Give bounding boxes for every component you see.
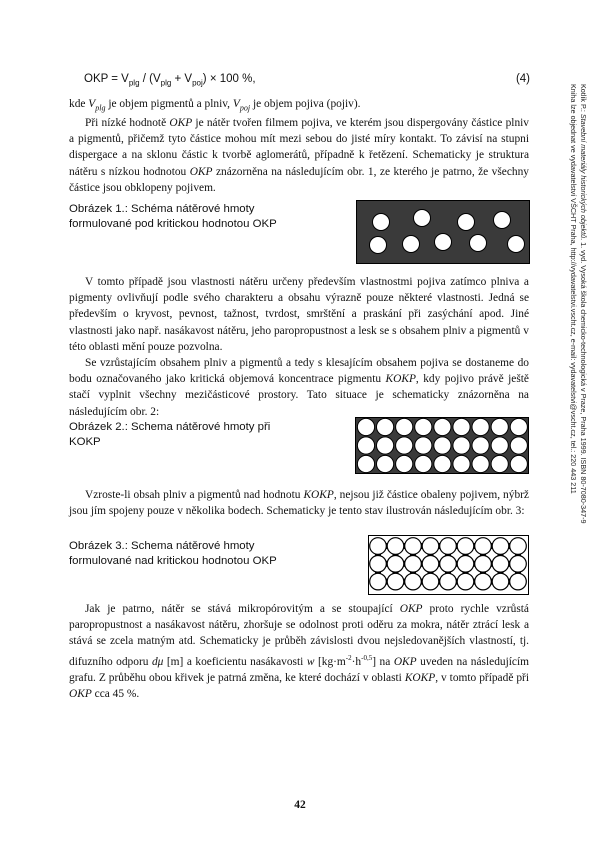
text: je objem pojiva (pojiv). bbox=[250, 98, 361, 110]
particle bbox=[475, 556, 492, 573]
figure-1-caption bbox=[69, 202, 277, 231]
text: [kg·m bbox=[314, 655, 346, 668]
particle bbox=[492, 556, 509, 573]
text: , v tomto případě při bbox=[435, 671, 529, 684]
term: OKP bbox=[189, 165, 213, 178]
symbol-sub: plg bbox=[95, 103, 106, 113]
particle bbox=[472, 418, 489, 435]
particle bbox=[457, 556, 474, 573]
text: Při nízké hodnotě bbox=[85, 117, 170, 129]
particle bbox=[357, 455, 374, 472]
particle bbox=[415, 437, 432, 454]
particle bbox=[405, 556, 422, 573]
particle bbox=[377, 437, 394, 454]
text: je objem pigmentů a plniv, bbox=[105, 98, 233, 110]
particle bbox=[415, 455, 432, 472]
particle bbox=[510, 418, 527, 435]
text: [m] a koeficientu nasákavosti bbox=[163, 655, 307, 668]
formula-sub: poj bbox=[192, 78, 203, 88]
particle bbox=[457, 538, 474, 555]
formula-sub: plg bbox=[128, 78, 140, 88]
citation-sidebar bbox=[552, 84, 592, 644]
figure-3-caption bbox=[69, 539, 277, 568]
particle bbox=[434, 437, 451, 454]
particle bbox=[396, 437, 413, 454]
particle bbox=[494, 212, 511, 229]
caption-line: Obrázek 2.: Schema nátěrové hmoty při bbox=[69, 421, 271, 433]
particle bbox=[377, 455, 394, 472]
text: V tomto případě jsou vlastnosti nátěru určeny především vlastnostmi pojiva zatímco plniva a pigmenty ovlivňují podle svého charakteru a obsahu výrazně pouze některé vlastnosti. Jedná se především o kryvost, pevnost, tažnost, tvrdost, smrštění a praskání při zasýchání apod. Jiné vlastnosti jako např. nasákavost nátěru, jeho paropropustnost a lesk se s obsahem plniv a pigmentů v této oblasti mění pouze pozvolna. bbox=[69, 276, 529, 353]
text: uveden na následujícím grafu. Z průběhu obou křivek je patrná změna, ke které dochází v oblasti bbox=[69, 655, 529, 684]
particle bbox=[387, 538, 404, 555]
particle bbox=[440, 538, 457, 555]
text: Se vzrůstajícím obsahem plniv a pigmentů a tedy s klesajícím obsahem pojiva se dostaneme do bodu označovaného jako kritická objemová koncentrace pigmentu bbox=[69, 357, 529, 386]
caption-line: Obrázek 1.: Schéma nátěrové hmoty bbox=[69, 203, 255, 215]
term: KOKP bbox=[385, 373, 416, 386]
term: OKP bbox=[393, 655, 417, 668]
particle bbox=[472, 437, 489, 454]
formula-lhs: OKP = V bbox=[84, 73, 129, 85]
particle bbox=[357, 418, 374, 435]
term: OKP bbox=[169, 117, 193, 129]
particle bbox=[453, 418, 470, 435]
paragraph-above-kokp bbox=[69, 487, 529, 519]
equation-number: (4) bbox=[515, 73, 530, 85]
formula-sub: plg bbox=[160, 78, 172, 88]
symbol: V bbox=[232, 98, 240, 110]
formula-okp bbox=[84, 73, 530, 87]
citation-title: Stavební materiály historických objektů bbox=[579, 113, 588, 239]
text: kde bbox=[69, 98, 89, 110]
figure-3-svg bbox=[368, 535, 529, 595]
definitions-paragraph bbox=[69, 96, 529, 116]
particle bbox=[491, 418, 508, 435]
text: , nejsou již částice obaleny pojivem, nýbrž jsou jím spojeny pouze v několika bodech. Schematicky je tento stav ilustrován následujícím obr. 3: bbox=[69, 489, 529, 518]
citation-publisher: . 1. vyd. Vysoká škola chemicko-technologická v Praze, Praha 1999. ISBN 80-7080-347-9 bbox=[579, 238, 588, 524]
particle bbox=[414, 210, 431, 227]
particle bbox=[491, 437, 508, 454]
exponent: -2 bbox=[345, 653, 352, 662]
particle bbox=[472, 455, 489, 472]
particle bbox=[403, 236, 420, 253]
particle bbox=[435, 234, 452, 251]
particle bbox=[510, 437, 527, 454]
symbol: V bbox=[88, 98, 96, 110]
particle bbox=[357, 437, 374, 454]
particle bbox=[475, 573, 492, 590]
paragraph-properties bbox=[69, 274, 529, 355]
particle bbox=[405, 538, 422, 555]
text: Jak je patrno, nátěr se stává mikropórovitým a se stoupající bbox=[85, 603, 400, 615]
particle bbox=[422, 573, 439, 590]
formula-part: + V bbox=[171, 73, 193, 85]
text: , kdy pojivo právě ještě stačí vyplnit všechny mezičásticové prostory. Tato situace je schematicky znázorněna na následujícím obr. 2: bbox=[69, 373, 529, 418]
particle bbox=[370, 573, 387, 590]
particle bbox=[377, 418, 394, 435]
formula-part: ) × 100 %, bbox=[202, 73, 256, 85]
text: znázorněna na následujícím obr. 1, ze kterého je patrno, že všechny částice jsou obklopeny pojivem. bbox=[69, 165, 529, 194]
binder-matrix bbox=[357, 201, 530, 264]
particle bbox=[510, 538, 527, 555]
caption-line: formulované pod kritickou hodnotou OKP bbox=[69, 217, 277, 230]
particle bbox=[405, 573, 422, 590]
figure-2-diagram bbox=[355, 417, 529, 474]
particle bbox=[457, 573, 474, 590]
particle bbox=[470, 235, 487, 252]
text: Vzroste-li obsah plniv a pigmentů nad hodnotu bbox=[85, 489, 304, 501]
particle bbox=[373, 214, 390, 231]
citation-text bbox=[568, 84, 588, 644]
caption-line: formulované nad kritickou hodnotou OKP bbox=[69, 554, 277, 567]
particle bbox=[387, 573, 404, 590]
particle bbox=[440, 556, 457, 573]
symbol: w bbox=[306, 655, 315, 668]
particle bbox=[508, 236, 525, 253]
page-number: 42 bbox=[294, 799, 306, 811]
particle bbox=[415, 418, 432, 435]
figure-2-svg bbox=[355, 417, 529, 474]
particle bbox=[475, 538, 492, 555]
term: KOKP bbox=[303, 489, 334, 501]
term: OKP bbox=[399, 603, 423, 615]
particle bbox=[492, 538, 509, 555]
figure-3-diagram bbox=[368, 535, 529, 595]
caption-line: KOKP bbox=[69, 435, 101, 448]
particle bbox=[453, 455, 470, 472]
paragraph-low-okp bbox=[69, 115, 529, 196]
particle bbox=[396, 418, 413, 435]
symbol: dμ bbox=[151, 655, 164, 668]
figure-1-svg bbox=[356, 200, 530, 264]
figure-1-diagram bbox=[356, 200, 530, 264]
citation-line-2: Kniha lze objednat ve vydavatelství VŠCHT Praha, http://vydavatelstvi.vscht.cz, e-mail: vydavatelstvi@vscht.cz, tel.: 220 443 211 bbox=[569, 84, 578, 494]
particle bbox=[422, 538, 439, 555]
text: ] na bbox=[372, 655, 394, 668]
particle bbox=[434, 418, 451, 435]
term: OKP bbox=[69, 687, 92, 700]
particle bbox=[510, 455, 527, 472]
formula-part: / (V bbox=[139, 73, 161, 85]
exponent: -0,5 bbox=[361, 653, 373, 662]
citation-author: Kotlík P.: bbox=[579, 84, 588, 114]
text: cca 45 %. bbox=[91, 687, 140, 700]
particle bbox=[458, 214, 475, 231]
term: KOKP bbox=[404, 671, 436, 684]
particle bbox=[510, 556, 527, 573]
paragraph-kokp bbox=[69, 355, 529, 420]
particle bbox=[396, 455, 413, 472]
particle bbox=[370, 556, 387, 573]
text: proto rychle vzrůstá paropropustnost a nasákavost nátěru, zhoršuje se odolnost proti oděru za mokra, nátěr ztrácí lesk a stává se zcela matným atd. Schematicky je průběh závislosti dvou nejsledovanějších vlastností, tj. difuzního odporu bbox=[69, 603, 529, 668]
particle bbox=[387, 556, 404, 573]
text: je nátěr tvořen filmem pojiva, ve kterém jsou dispergovány částice plniv a pigmentů, přičemž tyto částice mohou mít mezi sebou do jisté míry kontakt. To závisí na stupni dispergace a na sklonu částic k tvorbě aglomerátů, případně k řetězení. Schematicky je struktura nátěru s nízkou hodnotou bbox=[69, 117, 529, 178]
figure-2-caption bbox=[69, 420, 270, 449]
caption-line: Obrázek 3.: Schema nátěrové hmoty bbox=[69, 540, 255, 552]
symbol-sub: poj bbox=[239, 103, 251, 113]
particle bbox=[370, 237, 387, 254]
paragraph-microporous bbox=[69, 601, 529, 702]
particle bbox=[422, 556, 439, 573]
particle bbox=[492, 573, 509, 590]
citation-line-1 bbox=[578, 84, 588, 644]
particle bbox=[440, 573, 457, 590]
particle bbox=[453, 437, 470, 454]
particle bbox=[434, 455, 451, 472]
particle bbox=[491, 455, 508, 472]
particle bbox=[370, 538, 387, 555]
particle bbox=[510, 573, 527, 590]
text: ·h bbox=[351, 655, 362, 668]
